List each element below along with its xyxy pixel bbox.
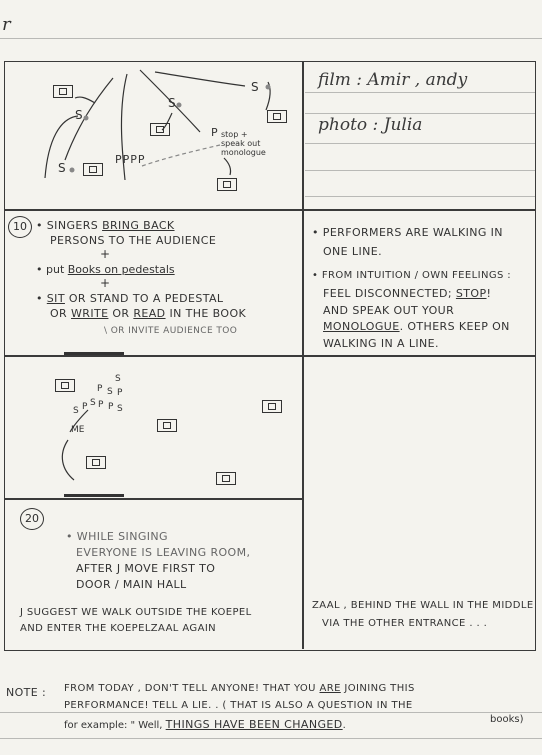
instruction-line: DOOR / MAIN HALL (76, 578, 187, 591)
text-span: ARE (319, 683, 341, 694)
arrow-path (75, 97, 95, 103)
singer-letter: S (115, 374, 121, 384)
book-icon (86, 456, 106, 469)
book-icon (217, 178, 237, 191)
me-label: ME (71, 425, 85, 435)
marker-dot (266, 85, 271, 90)
suggestion-line: VIA THE OTHER ENTRANCE . . . (322, 618, 488, 629)
monologue-note (221, 130, 266, 157)
step-number-20: 20 (20, 508, 44, 530)
singer-letter: S (73, 406, 79, 416)
singer-letter: S (117, 404, 123, 414)
photo-credit: photo : Julia (318, 115, 423, 135)
right-note-line (323, 287, 491, 300)
performer-letter: P (97, 384, 103, 394)
text-span: IN THE BOOK (165, 307, 247, 320)
instruction-line: • SIT OR STAND TO A PEDESTAL (36, 292, 224, 305)
arrow-path (142, 145, 220, 166)
text-span: OR STAND TO A PEDESTAL (64, 292, 224, 305)
instruction-line: • put Books on pedestals (36, 263, 175, 276)
text-span: put (46, 263, 68, 276)
singer-label: S (75, 108, 83, 122)
instruction-line (50, 307, 246, 320)
singer-letter: S (107, 387, 113, 397)
text-span: BRING BACK (102, 219, 175, 232)
singer-label: S (251, 80, 259, 94)
film-credit: film : Amir , andy (318, 70, 468, 90)
text-span: MONOLOGUE (323, 320, 400, 333)
text-span: THINGS HAVE BEEN CHANGED (165, 718, 343, 731)
singer-label: S (58, 161, 66, 175)
suggestion-line: J SUGGEST WE WALK OUTSIDE THE KOEPEL (20, 607, 252, 618)
book-icon (216, 472, 236, 485)
corner-text: r (2, 14, 11, 35)
text-span: . (342, 720, 346, 731)
book-icon (262, 400, 282, 413)
right-note-line: • FROM INTUITION / OWN FEELINGS : (312, 270, 512, 281)
right-note-line: ONE LINE. (323, 245, 382, 258)
text-span: . OTHERS KEEP ON (399, 320, 510, 333)
note-line (64, 718, 346, 731)
marker-dot (84, 116, 89, 121)
note-line: PERFORMANCE! TELL A LIE. . ( THAT IS ALSO A QUESTION IN THE (64, 700, 413, 711)
performer-label: P (211, 126, 218, 139)
plus-sign: + (100, 247, 111, 261)
performer-letter: P (117, 388, 123, 398)
plus-sign: + (100, 276, 111, 290)
right-note-line: • PERFORMERS ARE WALKING IN (312, 226, 503, 239)
suggestion-line: AND ENTER THE KOEPELZAAL AGAIN (20, 623, 217, 634)
book-icon (157, 419, 177, 432)
note-line (64, 683, 415, 694)
door-marker (64, 494, 124, 497)
text-span: OR (108, 307, 134, 320)
performer-letter: P (82, 402, 88, 412)
note-label: NOTE : (6, 686, 47, 699)
text-span: FROM TODAY , DON'T TELL ANYONE! THAT YOU (64, 683, 320, 694)
step-number-10: 10 (8, 216, 32, 238)
text-span: FEEL DISCONNECTED; (323, 287, 456, 300)
book-icon (150, 123, 170, 136)
text-span: WRITE (71, 307, 109, 320)
text-span: PERFORMERS ARE WALKING IN (322, 226, 503, 239)
note-line: books) (490, 714, 524, 725)
book-icon (55, 379, 75, 392)
instruction-line: \ OR INVITE AUDIENCE TOO (104, 326, 238, 336)
text-span: WHILE SINGING (76, 530, 168, 543)
text-span: READ (133, 307, 166, 320)
arrow-path (155, 72, 245, 86)
note-line: stop + (221, 130, 248, 139)
text-span: JOINING THIS (340, 683, 415, 694)
singer-letter: S (90, 398, 96, 408)
text-span: ! (486, 287, 492, 300)
text-span: SIT (46, 292, 65, 305)
performers-label: PPPP (115, 153, 146, 166)
instruction-line: • WHILE SINGING (66, 530, 168, 543)
door-marker (64, 352, 124, 355)
text-span: for example: " Well, (64, 720, 166, 731)
suggestion-line: ZAAL , BEHIND THE WALL IN THE MIDDLE (312, 600, 534, 611)
marker-dot (177, 103, 182, 108)
text-span: STOP (455, 287, 487, 300)
note-line: speak out (221, 139, 261, 148)
note-line: monologue (221, 148, 266, 157)
performer-letter: P (108, 402, 114, 412)
text-span: SINGERS (46, 219, 103, 232)
text-span: OR (50, 307, 71, 320)
right-note-line: WALKING IN A LINE. (323, 337, 439, 350)
arrow-path (62, 440, 74, 480)
right-note-line: AND SPEAK OUT YOUR (323, 304, 455, 317)
arrow-path (224, 158, 231, 175)
instruction-line: • SINGERS BRING BACK (36, 219, 175, 232)
book-icon (53, 85, 73, 98)
performer-letter: P (98, 400, 104, 410)
book-icon (83, 163, 103, 176)
book-icon (267, 110, 287, 123)
singer-label: S (168, 96, 176, 110)
right-note-line (323, 320, 510, 333)
instruction-line: AFTER J MOVE FIRST TO (76, 562, 216, 575)
instruction-line: EVERYONE IS LEAVING ROOM, (76, 546, 251, 559)
text-span: FROM INTUITION / OWN FEELINGS : (321, 270, 512, 281)
text-span: Books on pedestals (67, 263, 175, 276)
instruction-line: PERSONS TO THE AUDIENCE (50, 234, 217, 247)
marker-dot (70, 168, 75, 173)
